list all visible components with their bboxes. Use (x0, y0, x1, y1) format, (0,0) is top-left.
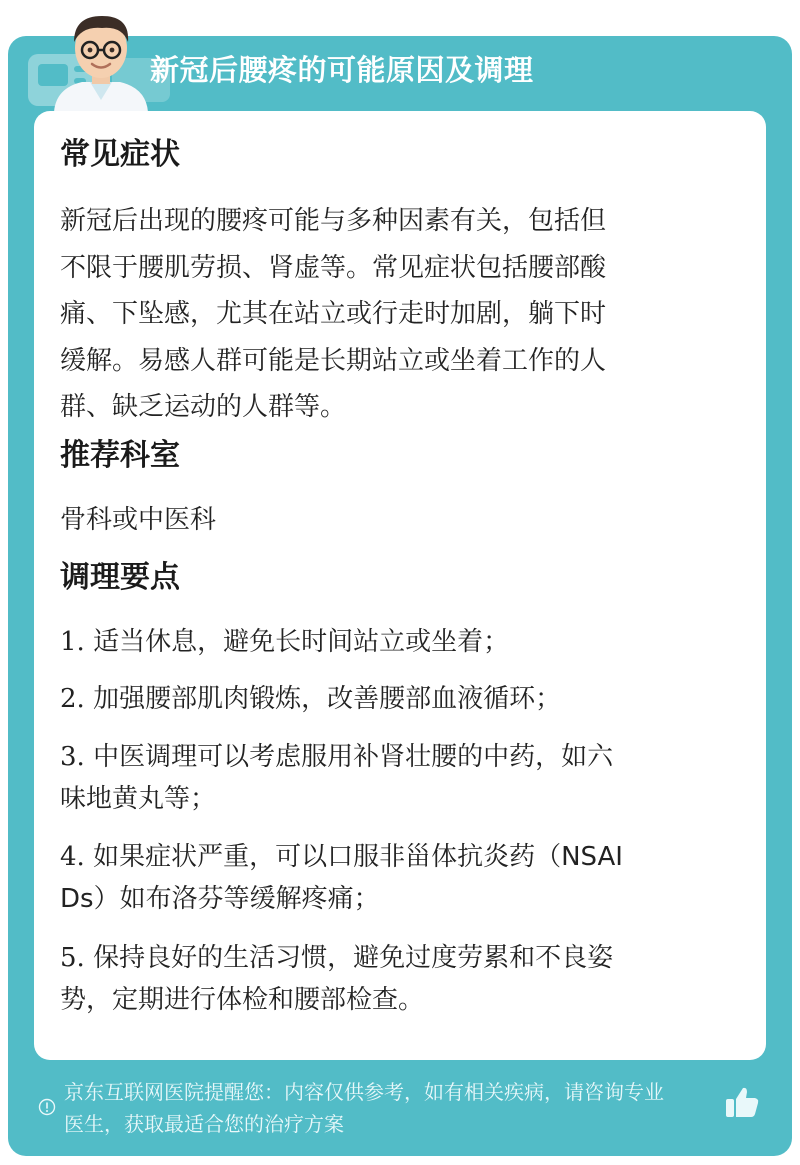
list-item-number: 3. (60, 742, 85, 772)
list-item (60, 678, 735, 720)
list-item (60, 736, 735, 820)
section-heading-symptoms: 常见症状 (60, 137, 180, 172)
list-item-number: 4. (60, 842, 85, 872)
list-item-number: 2. (60, 684, 85, 714)
symptoms-paragraph (60, 198, 720, 431)
list-item-number: 1. (60, 627, 85, 657)
article-title: 新冠后腰疼的可能原因及调理 (150, 53, 534, 87)
info-icon (38, 1098, 56, 1116)
section-heading-department: 推荐科室 (60, 438, 180, 473)
list-item-text: 加强腰部肌肉锻炼，改善腰部血液循环； (93, 684, 562, 714)
content-panel (34, 111, 766, 1060)
list-item-number: 5. (60, 943, 85, 973)
thumbs-up-icon[interactable] (724, 1084, 760, 1120)
symptoms-line: 不限于腰肌劳损、肾虚等。常见症状包括腰部酸 (60, 252, 607, 283)
list-item (60, 937, 735, 1021)
list-item (60, 836, 735, 920)
list-item-text: 中医调理可以考虑服用补肾壮腰的中药，如六 (93, 742, 614, 772)
list-item-text: 味地黄丸等； (60, 784, 217, 814)
symptoms-line: 新冠后出现的腰疼可能与多种因素有关，包括但 (60, 206, 607, 236)
disclaimer-line: 京东互联网医院提醒您：内容仅供参考，如有相关疾病，请咨询专业 (64, 1080, 664, 1104)
list-item-text: 适当休息，避免长时间站立或坐着； (93, 627, 510, 657)
symptoms-line: 痛、下坠感，尤其在站立或行走时加剧，躺下时 (60, 299, 607, 329)
disclaimer-line: 医生，获取最适合您的治疗方案 (64, 1112, 344, 1136)
symptoms-line: 缓解。易感人群可能是长期站立或坐着工作的人 (60, 345, 607, 376)
list-item-text: 保持良好的生活习惯，避免过度劳累和不良姿 (93, 943, 614, 973)
list-item (60, 621, 735, 663)
doctor-avatar-icon (46, 8, 156, 112)
list-item-text: Ds）如布洛芬等缓解疼痛； (60, 884, 380, 914)
section-heading-care: 调理要点 (60, 560, 180, 595)
department-text: 骨科或中医科 (60, 505, 217, 535)
disclaimer-text (64, 1076, 732, 1140)
list-item-text: 势，定期进行体检和腰部检查。 (60, 985, 425, 1015)
list-item-text: 如果症状严重，可以口服非甾体抗炎药（NSAI (93, 842, 623, 872)
symptoms-line: 群、缺乏运动的人群等。 (60, 392, 347, 422)
